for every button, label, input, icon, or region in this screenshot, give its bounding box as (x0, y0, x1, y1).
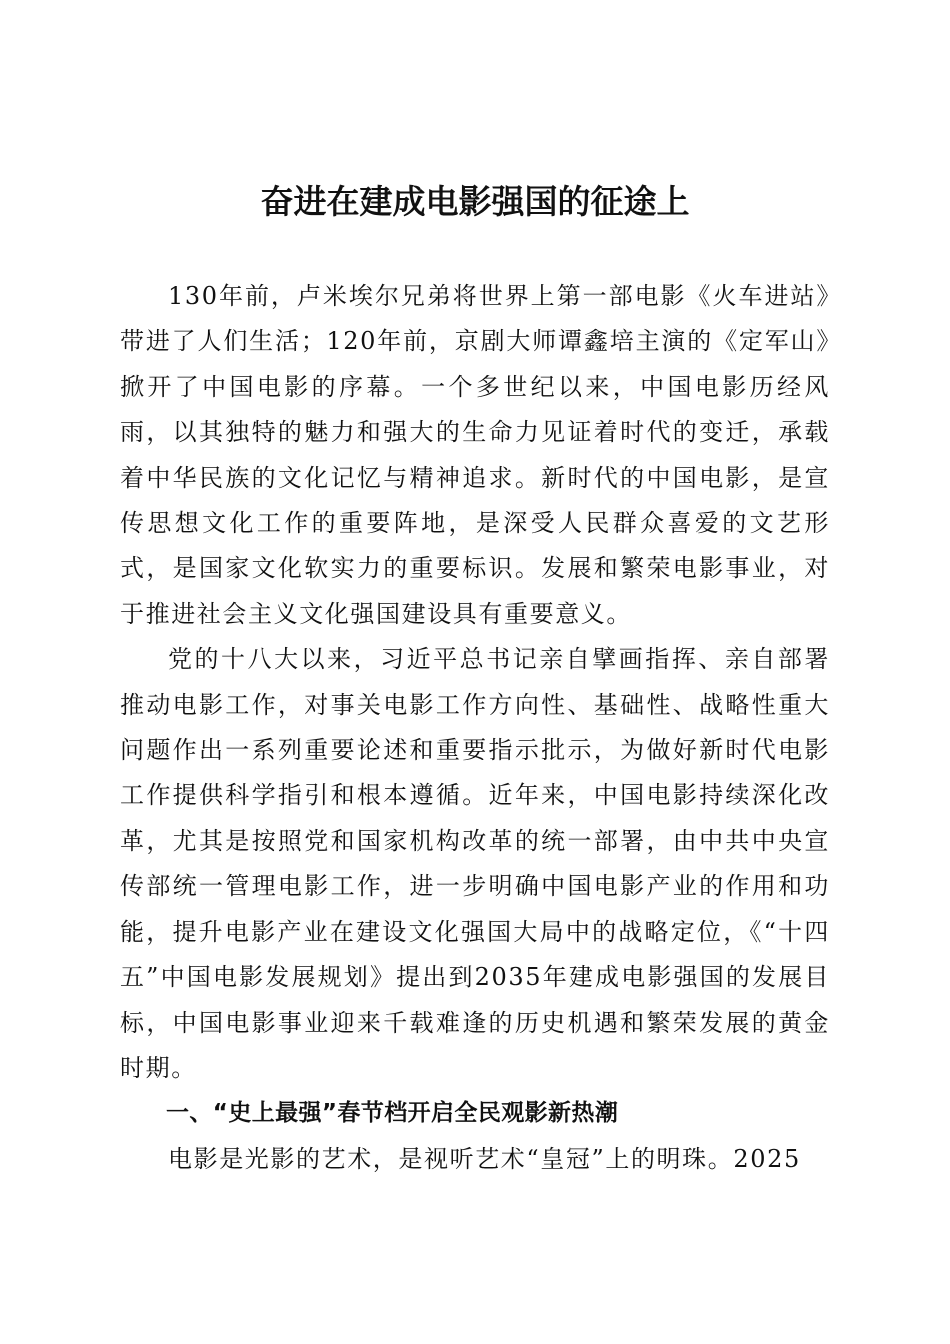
document-title: 奋进在建成电影强国的征途上 (260, 182, 690, 221)
document-body (120, 274, 830, 1182)
paragraph-section-one-start: 电影是光影的艺术，是视听艺术“皇冠”上的明珠。2025 (168, 1144, 801, 1173)
paragraph-party-congress: 党的十八大以来，习近平总书记亲自擘画指挥、亲自部署推动电影工作，对事关电影工作方向性、基础性、战略性重大问题作出一系列重要论述和重要指示批示，为做好新时代电影工作提供科学指引和根本遵循。近年来，中国电影持续深化改革，尤其是按照党和国家机构改革的统一部署，由中共中央宣传部统一管理电影工作，进一步明确中国电影产业的作用和功能，提升电影产业在建设文化强国大局中的战略定位，《“十四五”中国电影发展规划》提出到2035年建成电影强国的发展目标，中国电影事业迎来千载难逢的历史机遇和繁荣发展的黄金时期。 (120, 645, 830, 1082)
section-heading-one: 一、“史上最强”春节档开启全民观影新热潮 (166, 1100, 619, 1127)
paragraph-intro: 130年前，卢米埃尔兄弟将世界上第一部电影《火车进站》带进了人们生活；120年前，京剧大师谭鑫培主演的《定军山》掀开了中国电影的序幕。一个多世纪以来，中国电影历经风雨，以其独特的魅力和强大的生命力见证着时代的变迁，承载着中华民族的文化记忆与精神追求。新时代的中国电影，是宣传思想文化工作的重要阵地，是深受人民群众喜爱的文艺形式，是国家文化软实力的重要标识。发展和繁荣电影事业，对于推进社会主义文化强国建设具有重要意义。 (120, 282, 830, 628)
